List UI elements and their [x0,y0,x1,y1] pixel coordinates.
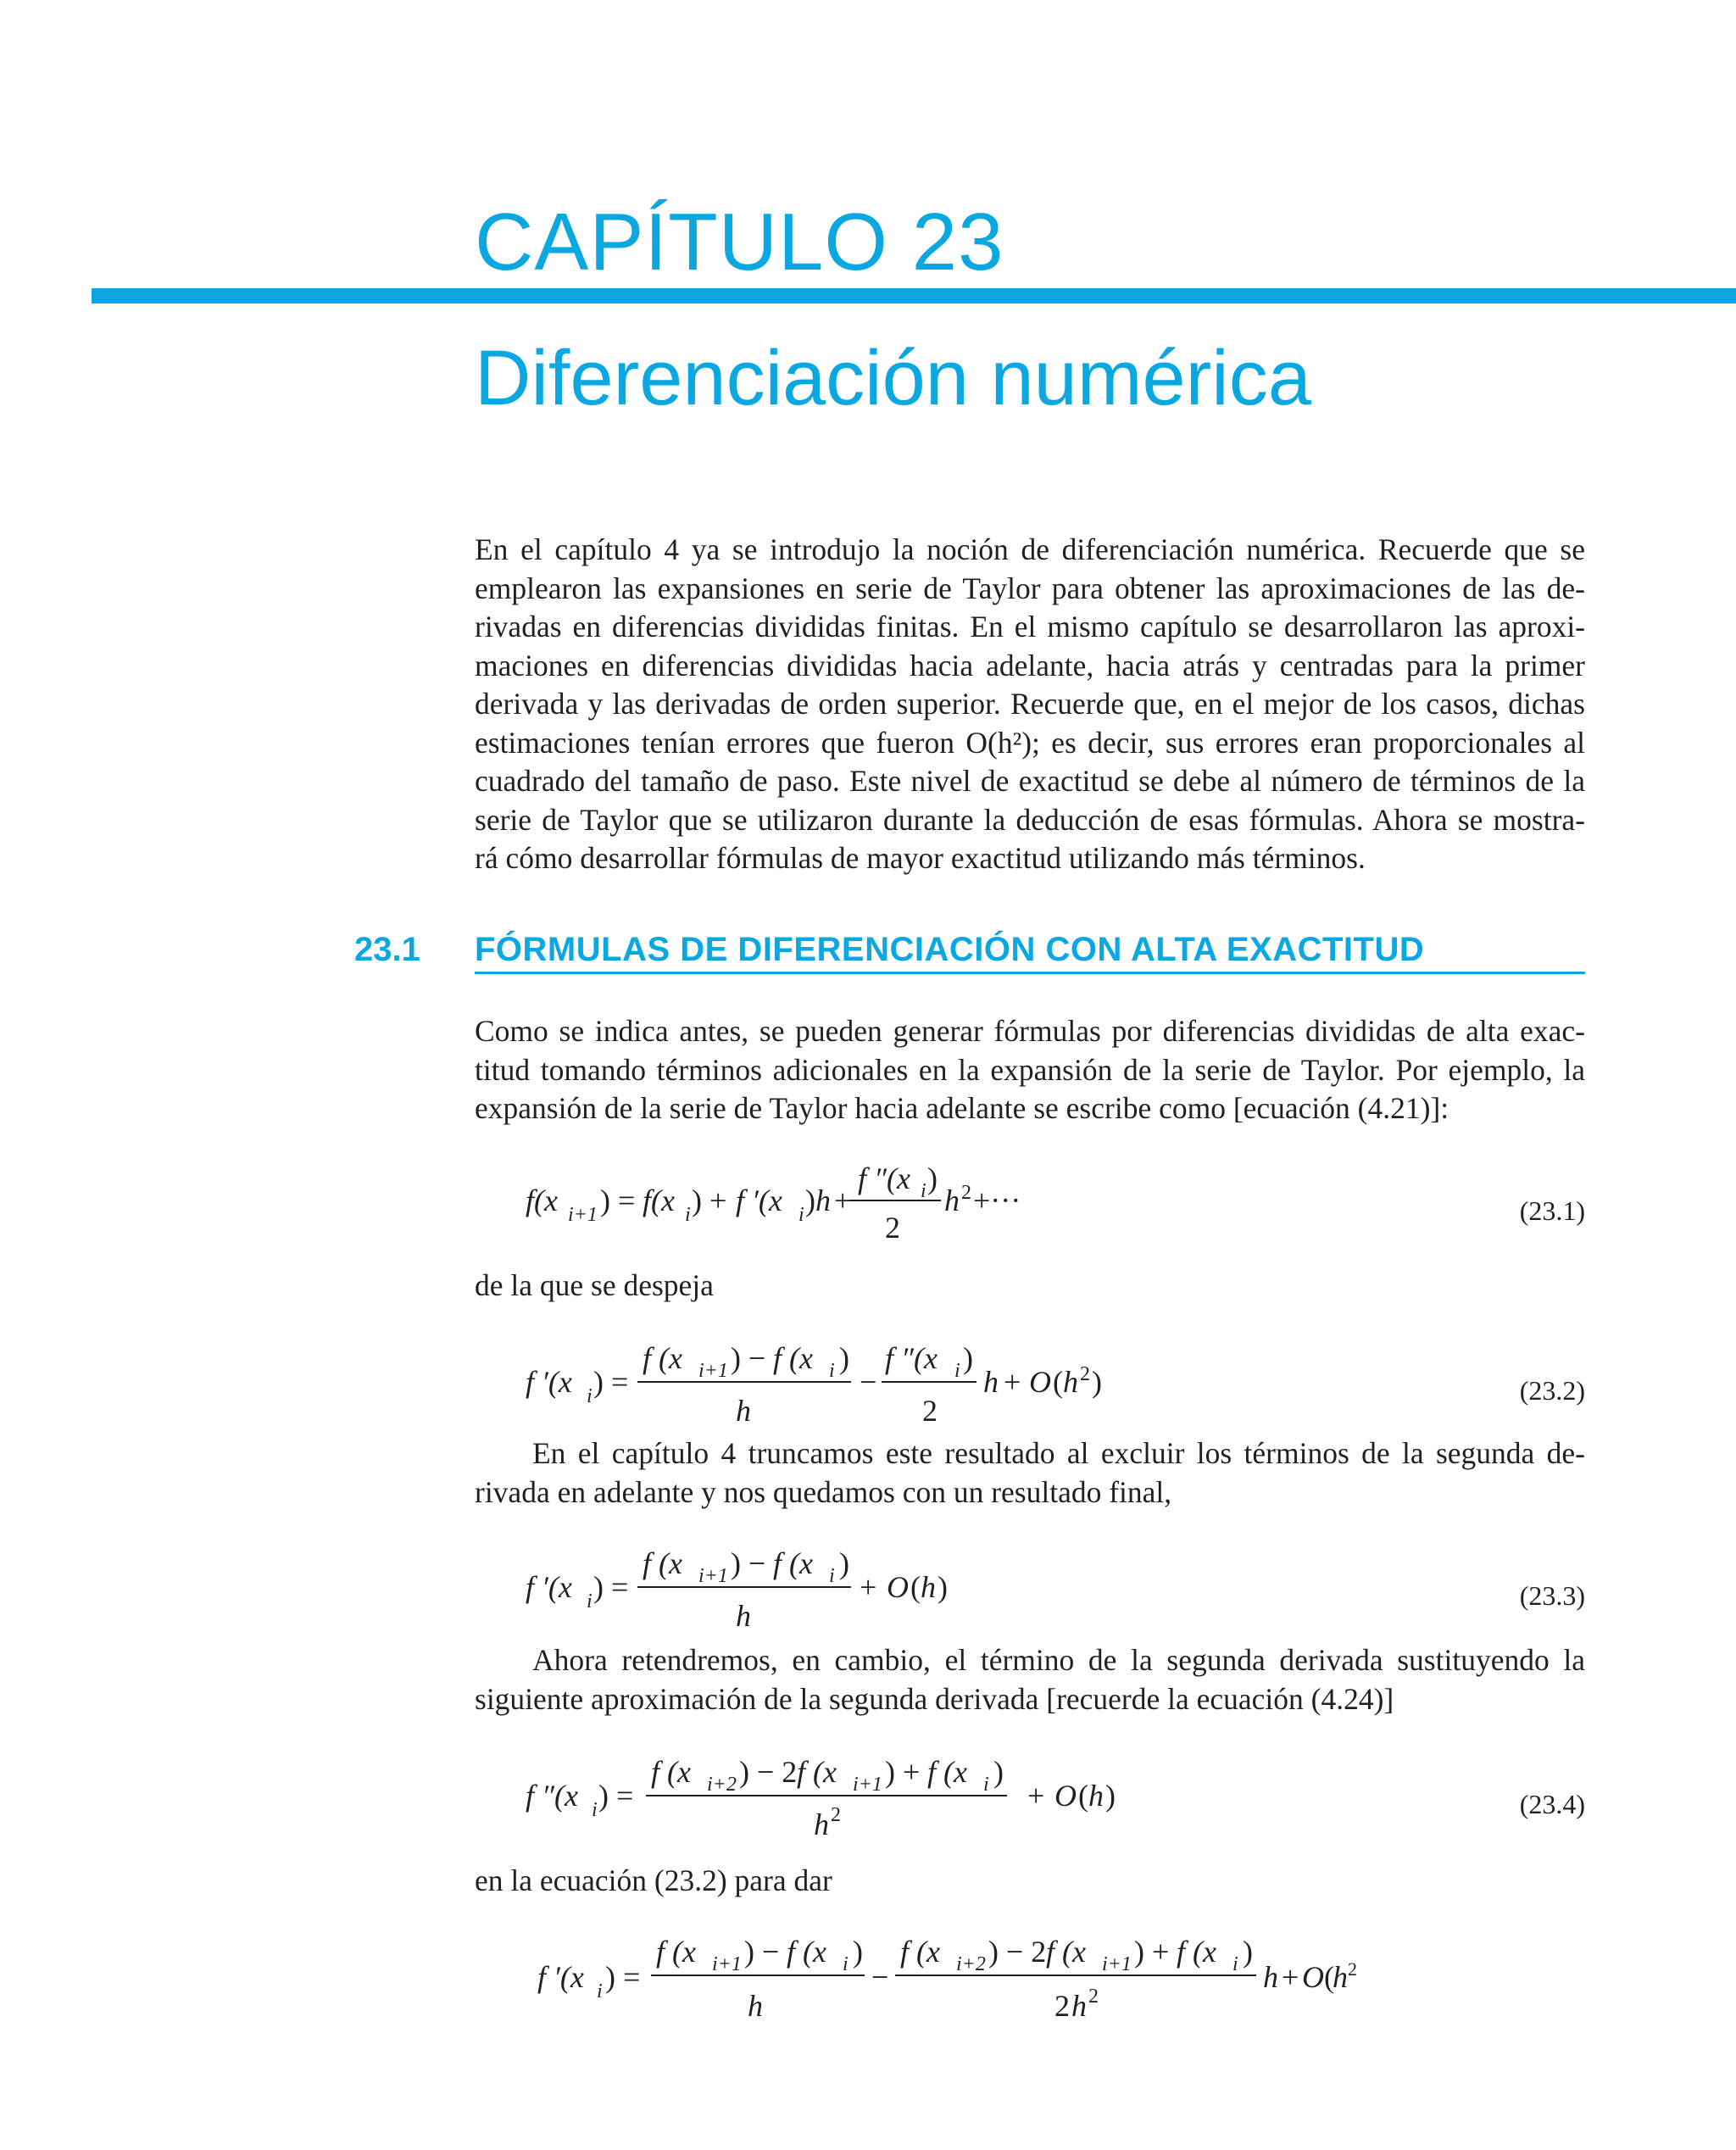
svg-text:f (x: f (x [927,1755,967,1789]
svg-text:) −: ) − [744,1935,780,1969]
svg-text:i: i [921,1180,926,1202]
svg-text:(: ( [1078,1779,1088,1813]
equation-combined-formula [509,1926,1356,2036]
svg-text:f ″(x: f ″(x [526,1779,578,1813]
svg-text:i: i [829,1565,835,1587]
svg-text:2: 2 [1348,1958,1356,1980]
svg-text:h: h [748,1989,763,2023]
svg-text:) =: ) = [600,1184,636,1217]
svg-text:h: h [736,1599,751,1633]
svg-text:2: 2 [961,1182,971,1204]
svg-text:h: h [944,1184,960,1217]
equation-number: (23.4) [1519,1789,1585,1819]
text-after-23-1 [475,1267,1585,1306]
svg-text:i: i [954,1360,960,1382]
section-rule [475,972,1585,974]
paragraph-after-23-3 [475,1641,1585,1718]
svg-text:h: h [815,1184,831,1217]
intro-line: estimaciones tenían errores que fueron O(h²); es decir, sus errores eran proporcionales al [475,725,1585,760]
svg-text:+: + [1004,1365,1021,1399]
section-number: 23.1 [354,931,420,968]
svg-text:f (x: f (x [900,1935,940,1969]
svg-text:i: i [587,1590,593,1612]
svg-text:i+1: i+1 [698,1360,728,1382]
intro-line: rivadas en diferencias divididas finitas. En el mismo capítulo se desarrollaron las aproxi- [475,610,1585,643]
svg-text:f ′(x: f ′(x [526,1570,572,1604]
svg-text:i+1: i+1 [1102,1953,1132,1975]
svg-text:(: ( [1324,1960,1334,1994]
equation-23-4 [509,1746,1585,1848]
chapter-title: Diferenciación numérica [475,335,1311,421]
text-after-23-4 [475,1862,1585,1901]
svg-text:) +: ) + [885,1755,921,1789]
svg-text:h: h [1333,1960,1348,1994]
svg-text:i: i [798,1204,804,1226]
equation-number: (23.3) [1519,1580,1585,1611]
svg-text:) +: ) + [1134,1935,1170,1969]
svg-text:f ″(x: f ″(x [885,1341,938,1375]
svg-text:i+1: i+1 [698,1565,728,1587]
svg-text:) =: ) = [598,1779,634,1813]
intro-line: En el capítulo 4 ya se introdujo la noción de diferenciación numérica. Recuerde que se [475,532,1585,566]
equation-combined [509,1926,1585,2036]
svg-text:2: 2 [1080,1363,1090,1385]
text-line: rivada en adelante y nos quedamos con un resultado final, [475,1474,1172,1509]
svg-text:): ) [993,1755,1004,1789]
text-line: En el capítulo 4 truncamos este resultado al excluir los términos de la segunda de- [532,1436,1585,1470]
svg-text:−: − [871,1960,889,1994]
svg-text:i+2: i+2 [956,1953,986,1975]
svg-text:f ′(x: f ′(x [537,1960,584,1994]
chapter-label: CAPÍTULO 23 [475,197,1004,287]
svg-text:): ) [1092,1365,1102,1399]
svg-text:): ) [927,1161,938,1195]
svg-text:): ) [938,1570,948,1604]
svg-text:h: h [1063,1365,1078,1399]
chapter-rule [92,288,1736,304]
equation-number: (23.2) [1519,1375,1585,1406]
intro-line: derivada y las derivadas de orden superior. Recuerde que, en el mejor de los casos, dichas [475,687,1585,721]
svg-text:i: i [685,1204,691,1226]
svg-text:f (x: f (x [656,1935,696,1969]
svg-text:i: i [592,1799,598,1821]
intro-line: rá cómo desarrollar fórmulas de mayor exactitud utilizando más términos. [475,841,1366,875]
svg-text:f ′(x: f ′(x [736,1184,782,1217]
svg-text:O: O [887,1570,909,1604]
svg-text:f (x: f (x [1046,1935,1086,1969]
svg-text:2: 2 [885,1211,900,1245]
text-line: Ahora retendremos, en cambio, el término de la segunda derivada sustituyendo la [532,1643,1585,1677]
svg-text:+: + [860,1570,877,1604]
svg-text:+···: +··· [973,1184,1021,1217]
svg-text:f (x: f (x [773,1546,813,1580]
svg-text:i: i [829,1360,835,1382]
svg-text:f (x: f (x [773,1341,813,1375]
svg-text:+: + [1282,1960,1299,1994]
svg-text:) −: ) − [731,1341,766,1375]
paragraph-after-23-2 [475,1434,1585,1512]
equation-23-3 [509,1538,1585,1640]
svg-text:O: O [1029,1365,1051,1399]
svg-text:i+2: i+2 [707,1774,737,1796]
section-intro-paragraph [475,1012,1585,1128]
svg-text:): ) [1105,1779,1116,1813]
svg-text:) =: ) = [593,1365,629,1399]
svg-text:f(x: f(x [643,1184,675,1217]
svg-text:+: + [1027,1779,1045,1813]
svg-text:h: h [814,1807,829,1841]
svg-text:i: i [983,1774,989,1796]
svg-text:f ″(x: f ″(x [858,1161,910,1195]
svg-text:): ) [805,1184,815,1217]
section-title: FÓRMULAS DE DIFERENCIACIÓN CON ALTA EXACTITUD [475,931,1425,968]
svg-text:): ) [1243,1935,1253,1969]
section-intro-line: expansión de la serie de Taylor hacia adelante se escribe como [ecuación (4.21)]: [475,1091,1449,1125]
svg-text:) −: ) − [731,1546,766,1580]
svg-text:+: + [834,1184,852,1217]
svg-text:): ) [853,1935,863,1969]
equation-23-2 [509,1333,1585,1434]
svg-text:i+1: i+1 [568,1204,598,1226]
svg-text:2: 2 [831,1804,841,1826]
svg-text:i: i [597,1980,603,2002]
svg-text:h: h [921,1570,936,1604]
svg-text:h: h [736,1394,751,1428]
svg-text:h: h [983,1365,999,1399]
svg-text:h: h [1263,1960,1278,1994]
svg-text:f (x: f (x [787,1935,826,1969]
svg-text:f(x: f(x [526,1184,558,1217]
svg-text:): ) [839,1341,849,1375]
equation-23-1 [509,1153,1585,1246]
svg-text:) − 2: ) − 2 [739,1755,798,1789]
svg-text:−: − [860,1365,877,1399]
text-line: en la ecuación (23.2) para dar [475,1863,832,1897]
text-line: siguiente aproximación de la segunda derivada [recuerde la ecuación (4.24)] [475,1681,1394,1716]
svg-text:f (x: f (x [643,1546,682,1580]
svg-text:2: 2 [1088,1986,1099,2008]
section-intro-line: Como se indica antes, se pueden generar fórmulas por diferencias divididas de alta exac- [475,1014,1585,1048]
equation-23-2-formula [509,1333,1356,1434]
svg-text:): ) [839,1546,849,1580]
equation-23-4-formula [509,1746,1356,1848]
svg-text:O: O [1302,1960,1324,1994]
text-line: de la que se despeja [475,1268,714,1302]
svg-text:f (x: f (x [797,1755,837,1789]
svg-text:) =: ) = [605,1960,641,1994]
svg-text:i: i [587,1385,593,1407]
equation-23-3-formula [509,1538,1356,1640]
intro-line: serie de Taylor que se utilizaron durante la deducción de esas fórmulas. Ahora se mostra- [475,802,1585,837]
svg-text:i+1: i+1 [853,1774,882,1796]
svg-text:) − 2: ) − 2 [988,1935,1047,1969]
section-intro-line: titud tomando términos adicionales en la expansión de la serie de Taylor. Por ejemplo, la [475,1052,1585,1087]
svg-text:): ) [963,1341,973,1375]
svg-text:) =: ) = [593,1570,629,1604]
svg-text:f (x: f (x [643,1341,682,1375]
intro-line: emplearon las expansiones en serie de Taylor para obtener las aproximaciones de las de- [475,571,1585,605]
equation-number: (23.1) [1519,1195,1585,1226]
svg-text:i: i [1232,1953,1238,1975]
svg-text:i+1: i+1 [712,1953,742,1975]
svg-text:2: 2 [922,1394,938,1428]
svg-text:O: O [1054,1779,1077,1813]
intro-line: cuadrado del tamaño de paso. Este nivel de exactitud se debe al número de términos de la [475,764,1585,798]
svg-text:2: 2 [1054,1989,1070,2023]
svg-text:f (x: f (x [1177,1935,1216,1969]
svg-text:(: ( [910,1570,921,1604]
svg-text:) +: ) + [692,1184,727,1217]
svg-text:f (x: f (x [651,1755,691,1789]
svg-text:f ′(x: f ′(x [526,1365,572,1399]
intro-line: maciones en diferencias divididas hacia adelante, hacia atrás y centradas para la primer [475,648,1585,682]
svg-text:h: h [1071,1989,1087,2023]
equation-23-1-formula [509,1153,1356,1246]
svg-text:h: h [1088,1779,1104,1813]
svg-text:(: ( [1053,1365,1063,1399]
svg-text:i: i [843,1953,849,1975]
intro-paragraph [475,531,1585,878]
